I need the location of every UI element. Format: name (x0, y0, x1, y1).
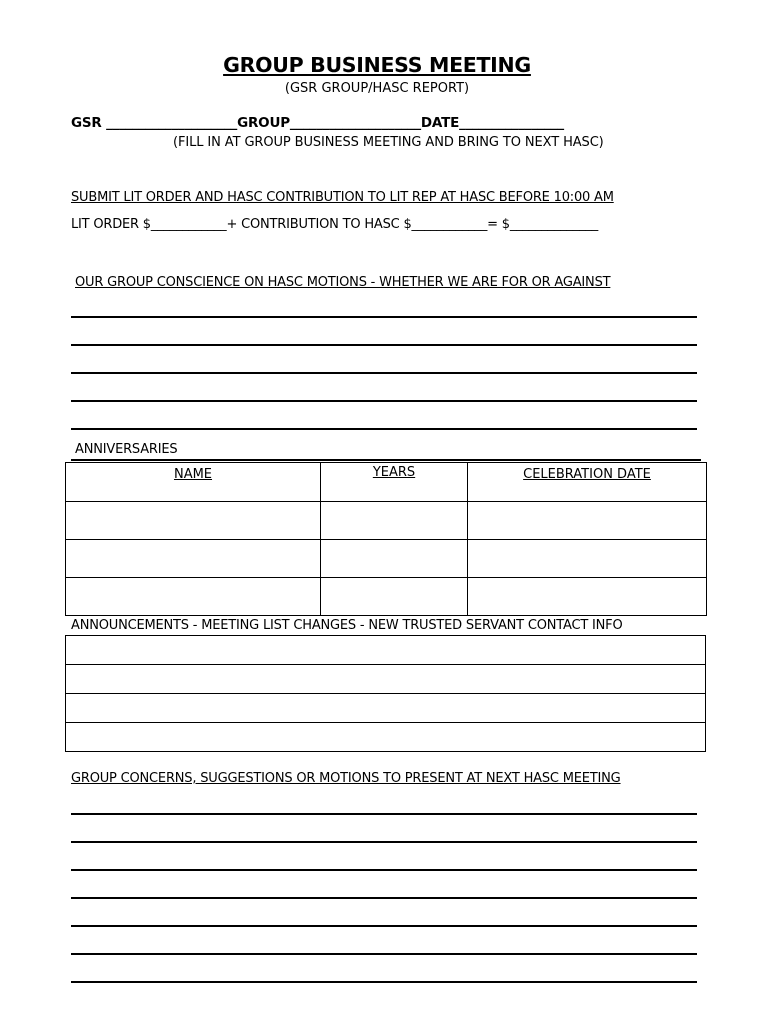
gsr-group-date-line[interactable]: GSR ____________________GROUP____________________DATE________________ (71, 115, 564, 131)
celebration-date-cell[interactable] (468, 578, 707, 616)
lit-order-line[interactable]: LIT ORDER $____________+ CONTRIBUTION TO HASC $____________= $______________ (71, 217, 599, 232)
column-header-name: NAME (66, 463, 321, 502)
form-subtitle: (GSR GROUP/HASC REPORT) (284, 81, 470, 96)
anniversaries-table (65, 462, 707, 616)
years-cell[interactable] (321, 502, 468, 540)
announcements-heading: ANNOUNCEMENTS - MEETING LIST CHANGES - NEW TRUSTED SERVANT CONTACT INFO (71, 618, 623, 633)
concerns-write-line[interactable] (71, 981, 697, 983)
anniversaries-heading: ANNIVERSARIES (75, 442, 178, 457)
celebration-date-cell[interactable] (468, 502, 707, 540)
table-row (66, 540, 707, 578)
anniversaries-rule (71, 459, 701, 461)
announcement-cell[interactable] (66, 665, 706, 694)
column-header-celebration-date: CELEBRATION DATE (468, 463, 707, 502)
table-row (66, 665, 706, 694)
group-conscience-heading: OUR GROUP CONSCIENCE ON HASC MOTIONS - WHETHER WE ARE FOR OR AGAINST (75, 275, 611, 290)
announcement-cell[interactable] (66, 723, 706, 752)
column-header-years: YEARS (321, 463, 468, 502)
name-cell[interactable] (66, 502, 321, 540)
concerns-write-line[interactable] (71, 953, 697, 955)
conscience-write-line[interactable] (71, 344, 697, 346)
table-row (66, 502, 707, 540)
name-cell[interactable] (66, 540, 321, 578)
conscience-write-line[interactable] (71, 400, 697, 402)
table-row (66, 723, 706, 752)
celebration-date-cell[interactable] (468, 540, 707, 578)
concerns-write-line[interactable] (71, 813, 697, 815)
concerns-write-line[interactable] (71, 841, 697, 843)
group-concerns-heading: GROUP CONCERNS, SUGGESTIONS OR MOTIONS TO PRESENT AT NEXT HASC MEETING (71, 771, 621, 786)
conscience-write-line[interactable] (71, 372, 697, 374)
announcement-cell[interactable] (66, 694, 706, 723)
conscience-write-line[interactable] (71, 316, 697, 318)
concerns-write-line[interactable] (71, 869, 697, 871)
anniversaries-header-row (66, 463, 707, 502)
years-cell[interactable] (321, 540, 468, 578)
table-row (66, 636, 706, 665)
lit-order-heading: SUBMIT LIT ORDER AND HASC CONTRIBUTION TO LIT REP AT HASC BEFORE 10:00 AM (71, 190, 614, 205)
form-title: GROUP BUSINESS MEETING (223, 53, 531, 77)
table-row (66, 694, 706, 723)
announcements-table (65, 635, 706, 752)
concerns-write-line[interactable] (71, 925, 697, 927)
concerns-write-line[interactable] (71, 897, 697, 899)
table-row (66, 578, 707, 616)
conscience-write-line[interactable] (71, 428, 697, 430)
name-cell[interactable] (66, 578, 321, 616)
fill-in-note: (FILL IN AT GROUP BUSINESS MEETING AND BRING TO NEXT HASC) (173, 135, 604, 150)
announcement-cell[interactable] (66, 636, 706, 665)
years-cell[interactable] (321, 578, 468, 616)
